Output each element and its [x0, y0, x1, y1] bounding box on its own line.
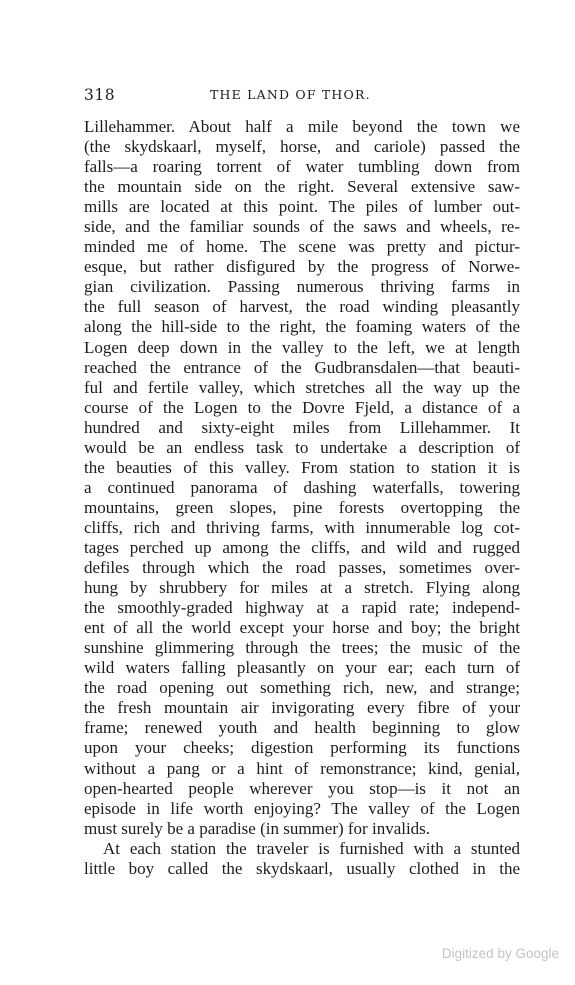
text-line: mills are located at this point. The piles of lumber out-: [84, 197, 520, 217]
text-line: the beauties of this valley. From station to station it is: [84, 457, 520, 477]
text-line: a continued panorama of dashing waterfalls, towering: [84, 477, 520, 497]
text-line: defiles through which the road passes, sometimes over-: [84, 558, 520, 578]
text-line: episode in life worth enjoying? The valley of the Logen: [84, 798, 520, 818]
text-line: reached the entrance of the Gudbransdalen—that beauti-: [84, 357, 520, 377]
text-line: esque, but rather disfigured by the progress of Norwe-: [84, 257, 520, 277]
text-line: cliffs, rich and thriving farms, with innumerable log cot-: [84, 517, 520, 537]
text-line: wild waters falling pleasantly on your ear; each turn of: [84, 658, 520, 678]
text-line: Lillehammer. About half a mile beyond the town we: [84, 117, 520, 136]
text-line: minded me of home. The scene was pretty and pictur-: [84, 237, 520, 257]
text-line: ful and fertile valley, which stretches all the way up the: [84, 377, 520, 397]
paragraph-start-line: At each station the traveler is furnished with a stunted: [103, 838, 520, 858]
text-line: hundred and sixty-eight miles from Lillehammer. It: [84, 417, 520, 437]
text-line: course of the Logen to the Dovre Fjeld, a distance of a: [84, 397, 520, 417]
page-number: 318: [84, 86, 116, 104]
text-line: the mountain side on the right. Several extensive saw-: [84, 177, 520, 197]
text-line: side, and the familiar sounds of the saws and wheels, re-: [84, 217, 520, 237]
text-line: sunshine glimmering through the trees; the music of the: [84, 638, 520, 658]
page-header: [84, 86, 520, 106]
text-line: hung by shrubbery for miles at a stretch. Flying along: [84, 578, 520, 598]
text-line: the fresh mountain air invigorating every fibre of your: [84, 698, 520, 718]
text-line: without a pang or a hint of remonstrance; kind, genial,: [84, 758, 520, 778]
text-line: the road opening out something rich, new, and strange;: [84, 678, 520, 698]
text-line: along the hill-side to the right, the foaming waters of the: [84, 317, 520, 337]
text-line: gian civilization. Passing numerous thriving farms in: [84, 277, 520, 297]
digitized-watermark: Digitized by Google: [441, 946, 559, 961]
text-line: falls—a roaring torrent of water tumbling down from: [84, 157, 520, 177]
body-text: [84, 117, 520, 879]
text-line: frame; renewed youth and health beginning to glow: [84, 718, 520, 738]
text-line: Logen deep down in the valley to the left, we at length: [84, 337, 520, 357]
text-line: tages perched up among the cliffs, and wild and rugged: [84, 537, 520, 557]
text-line: little boy called the skydskaarl, usually clothed in the: [84, 858, 520, 878]
text-line: upon your cheeks; digestion performing its functions: [84, 738, 520, 758]
text-line: the smoothly-graded highway at a rapid rate; independ-: [84, 598, 520, 618]
running-title: THE LAND OF THOR.: [210, 87, 371, 102]
text-line: mountains, green slopes, pine forests overtopping the: [84, 497, 520, 517]
text-line: ent of all the world except your horse and boy; the bright: [84, 618, 520, 638]
paragraph-end-line: must surely be a paradise (in summer) for invalids.: [84, 818, 431, 838]
text-line: would be an endless task to undertake a description of: [84, 437, 520, 457]
text-line: (the skydskaarl, myself, horse, and cariole) passed the: [84, 137, 520, 157]
text-line: the full season of harvest, the road winding pleasantly: [84, 297, 520, 317]
text-line: open-hearted people wherever you stop—is it not an: [84, 778, 520, 798]
